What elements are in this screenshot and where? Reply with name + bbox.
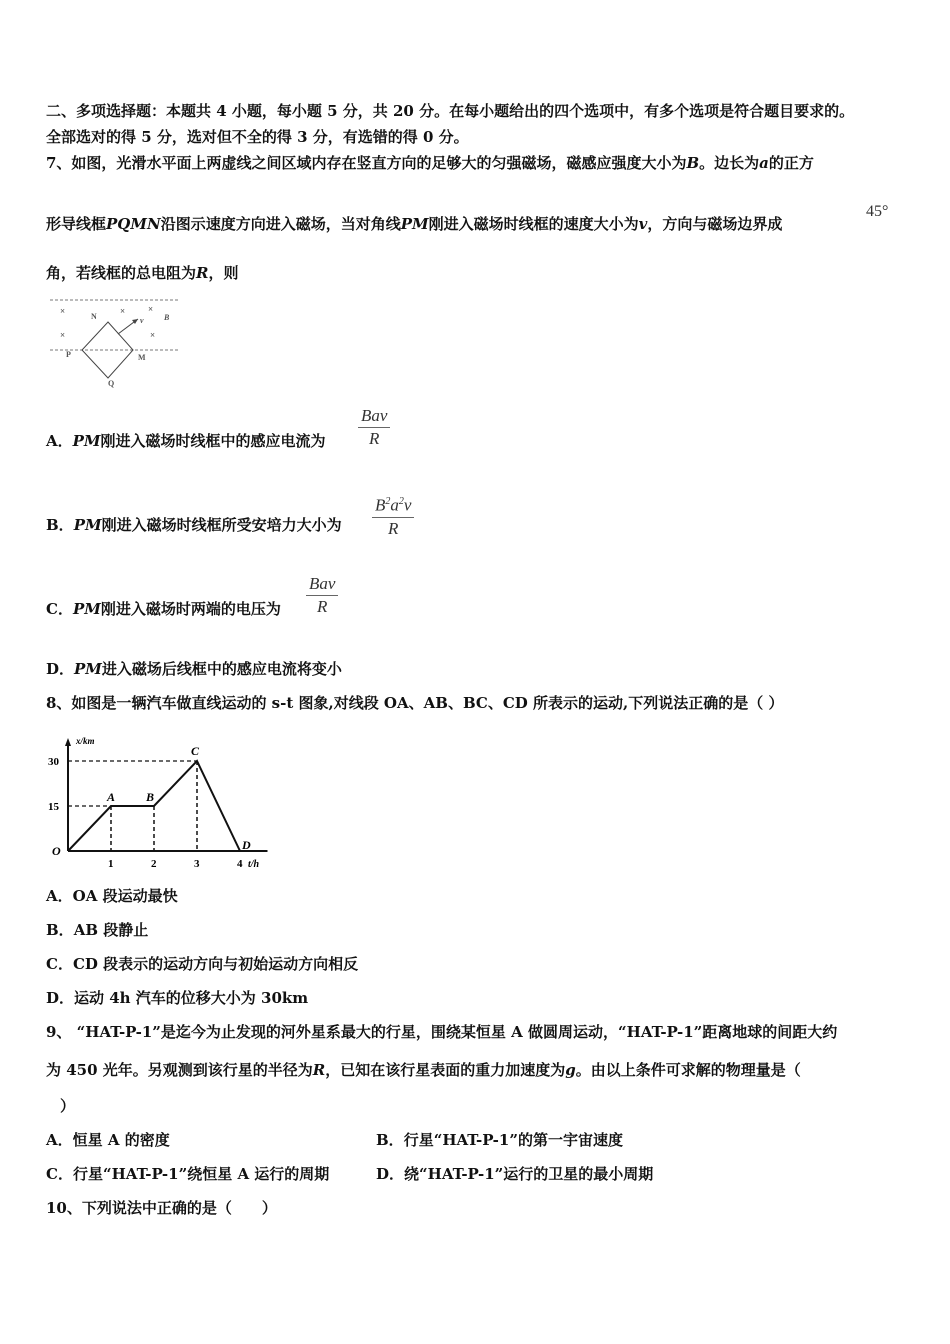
q7-option-a-fraction: Bav R [358, 405, 390, 450]
fig-x4: × [148, 304, 154, 314]
q8-option-a[interactable]: A．OA 段运动最快 [46, 887, 178, 905]
section-header-line2: 全部选对的得 5 分，选对但不全的得 3 分，有选错的得 0 分。 [46, 128, 469, 146]
point-label-O: O [52, 844, 61, 858]
y-axis-arrow [65, 738, 71, 746]
q7-option-c[interactable]: C．PM刚进入磁场时两端的电压为 [46, 600, 281, 618]
fig-label-M: M [138, 353, 146, 362]
y-axis-label: x/km [76, 736, 95, 746]
x-tick-label-4: 4 [237, 858, 243, 870]
q7-stem-line2: 形导线框PQMN沿图示速度方向进入磁场，当对角线PM刚进入磁场时线框的速度大小为v，方向与磁场边界成 [46, 215, 783, 233]
q7-stem-line1: 7、如图，光滑水平面上两虚线之间区域内存在竖直方向的足够大的匀强磁场，磁感应强度大小为B。边长为a的正方 [46, 154, 814, 172]
point-label-D: D [242, 838, 251, 852]
q8-option-b[interactable]: B．AB 段静止 [46, 921, 149, 939]
q9-stem-line2: 为 450 光年。另观测到该行星的半径为R，已知在该行星表面的重力加速度为g。由以上条件可求解的物理量是（ [46, 1061, 801, 1079]
fig-x2: × [60, 330, 66, 340]
q7-option-b[interactable]: B．PM刚进入磁场时线框所受安培力大小为 [46, 516, 342, 534]
y-tick-label-30: 30 [48, 756, 59, 768]
q7-option-c-fraction: Bav R [306, 573, 338, 618]
x-axis-label: t/h [248, 859, 260, 870]
fig-label-N: N [91, 312, 97, 321]
point-label-A: A [107, 790, 116, 804]
y-tick-label-15: 15 [48, 801, 59, 813]
q9-stem-line1: 9、 “HAT-P-1”是迄今为止发现的河外星系最大的行星，围绕某恒星 A 做圆周运动，“HAT-P-1”距离地球的间距大约 [46, 1023, 838, 1041]
q7-stem-line3: 角，若线框的总电阻为R，则 [46, 264, 239, 282]
q7-option-b-numerator: $B^2a^2v$ [372, 491, 414, 518]
st-chart [38, 718, 273, 876]
q7-option-b-fraction: $\frac{B^2a^2v}{R}$ [372, 491, 414, 540]
q9-option-d[interactable]: D．绕“HAT-P-1”运行的卫星的最小周期 [376, 1165, 654, 1183]
x-tick-label-3: 3 [194, 858, 200, 870]
q9-option-a[interactable]: A．恒星 A 的密度 [46, 1131, 170, 1149]
q7-option-d[interactable]: D．PM进入磁场后线框中的感应电流将变小 [46, 660, 342, 678]
q7-option-a[interactable]: A．PM刚进入磁场时线框中的感应电流为 [46, 432, 326, 450]
angle-45-degree: 45° [866, 203, 889, 220]
fig-x3: × [120, 306, 126, 316]
point-label-C: C [191, 744, 200, 758]
point-label-B: B [146, 790, 155, 804]
fig-label-P: P [66, 350, 71, 359]
x-tick-label-2: 2 [151, 858, 157, 870]
q9-stem-line3: ） [60, 1097, 76, 1115]
q8-stem: 8、如图是一辆汽车做直线运动的 s-t 图象,对线段 OA、AB、BC、CD 所表示的运动,下列说法正确的是（ ） [46, 694, 784, 712]
fig-x5: × [150, 330, 156, 340]
x-tick-label-1: 1 [108, 858, 114, 870]
q9-option-b[interactable]: B．行星“HAT-P-1”的第一宇宙速度 [376, 1131, 623, 1149]
fig-x1: × [60, 306, 66, 316]
q9-option-c[interactable]: C．行星“HAT-P-1”绕恒星 A 运行的周期 [46, 1165, 330, 1183]
fig-label-Q: Q [108, 379, 115, 388]
section-header-line1: 二、多项选择题：本题共 4 小题，每小题 5 分，共 20 分。在每小题给出的四个选项中，有多个选项是符合题目要求的。 [46, 102, 855, 120]
q10-stem: 10、下列说法中正确的是（ ） [46, 1199, 277, 1217]
fig-label-B: B [164, 313, 170, 322]
q7-figure [46, 290, 186, 390]
q8-option-c[interactable]: C．CD 段表示的运动方向与初始运动方向相反 [46, 955, 359, 973]
q8-option-d[interactable]: D．运动 4h 汽车的位移大小为 30km [46, 989, 309, 1007]
fig-label-v: v [140, 316, 144, 325]
